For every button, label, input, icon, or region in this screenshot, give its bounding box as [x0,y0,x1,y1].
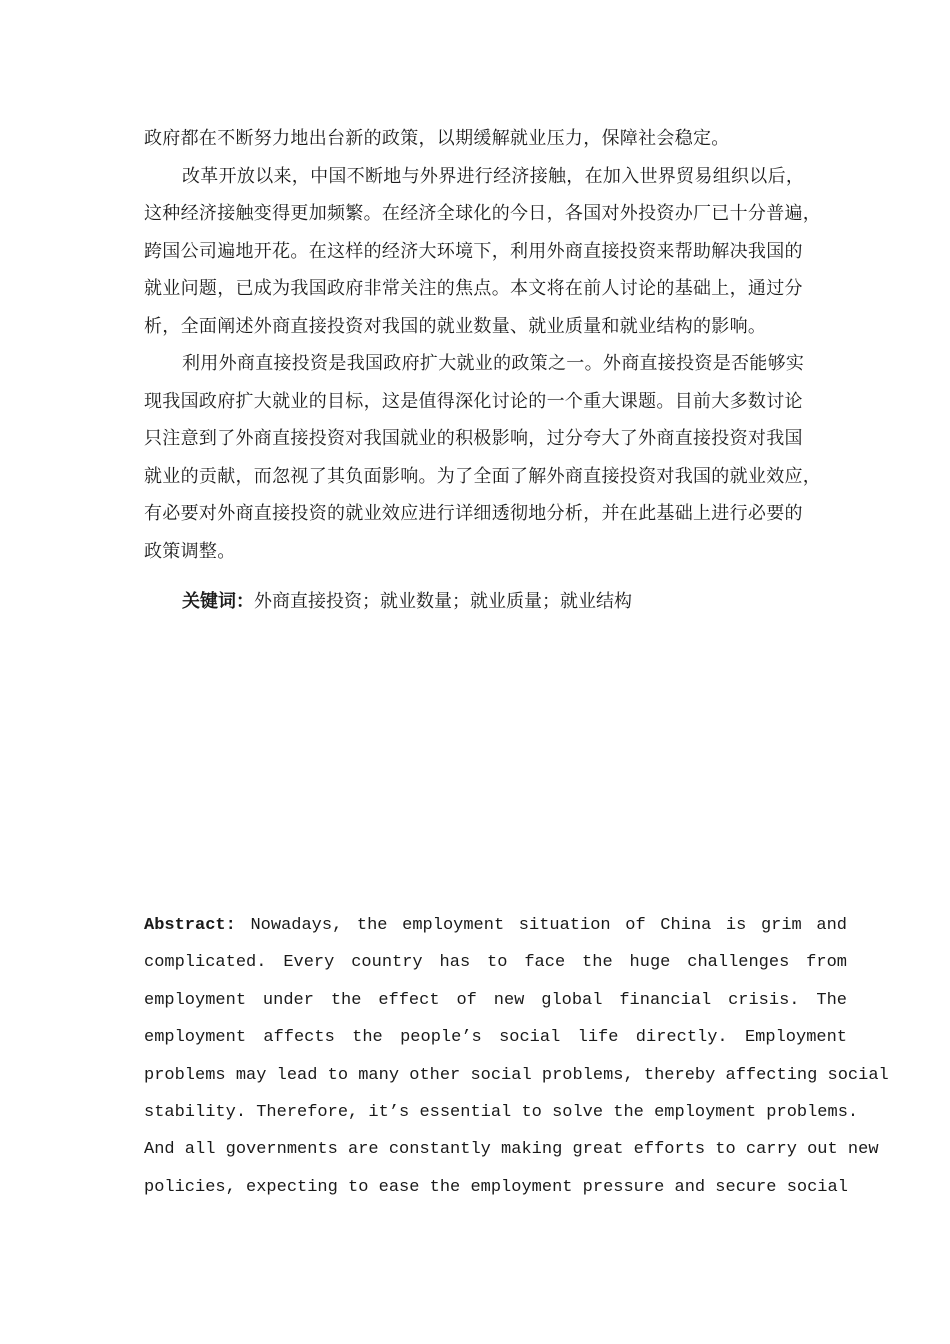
chinese-text-line: 政策调整。 [144,540,236,562]
chinese-body-text [144,120,834,570]
chinese-text-line: 就业的贡献，而忽视了其负面影响。为了全面了解外商直接投资对我国的就业效应， [144,465,822,487]
chinese-text-line: 政府都在不断努力地出台新的政策，以期缓解就业压力，保障社会稳定。 [144,128,730,149]
keywords-label: 关键词： [182,591,254,612]
abstract-line [144,907,847,944]
chinese-text-line: 就业问题，已成为我国政府非常关注的焦点。本文将在前人讨论的基础上，通过分 [144,278,803,299]
chinese-text-line: 改革开放以来，中国不断地与外界进行经济接触，在加入世界贸易组织以后， [182,165,805,187]
abstract-text: Nowadays, the employment situation of China is grim and [235,916,847,935]
chinese-text-line: 这种经济接触变得更加频繁。在经济全球化的今日，各国对外投资办厂已十分普遍， [144,203,822,224]
abstract-line: problems may lead to many other social problems, thereby affecting social [144,1065,889,1085]
chinese-text-line: 析，全面阐述外商直接投资对我国的就业数量、就业质量和就业结构的影响。 [144,315,767,337]
keywords-line [182,586,632,618]
abstract-line: employment affects the people’s social life directly. Employment [144,1028,847,1048]
abstract-line: employment under the effect of new global financial crisis. The [144,990,847,1010]
chinese-text-line: 利用外商直接投资是我国政府扩大就业的政策之一。外商直接投资是否能够实 [182,353,805,374]
abstract-label: Abstract: [144,916,236,935]
keywords-value: 外商直接投资；就业数量；就业质量；就业结构 [254,591,632,612]
chinese-text-line: 跨国公司遍地开花。在这样的经济大环境下，利用外商直接投资来帮助解决我国的 [144,240,803,262]
english-abstract [144,907,889,1206]
abstract-line: And all governments are constantly making great efforts to carry out new [144,1140,879,1160]
abstract-line: stability. Therefore, it’s essential to solve the employment problems. [144,1102,859,1122]
abstract-line: complicated. Every country has to face the huge challenges from [144,953,847,973]
chinese-text-line: 现我国政府扩大就业的目标，这是值得深化讨论的一个重大课题。目前大多数讨论 [144,390,803,412]
chinese-text-line: 有必要对外商直接投资的就业效应进行详细透彻地分析，并在此基础上进行必要的 [144,503,803,524]
abstract-line: policies, expecting to ease the employment pressure and secure social [144,1177,848,1197]
chinese-text-line: 只注意到了外商直接投资对我国就业的积极影响，过分夸大了外商直接投资对我国 [144,428,803,449]
